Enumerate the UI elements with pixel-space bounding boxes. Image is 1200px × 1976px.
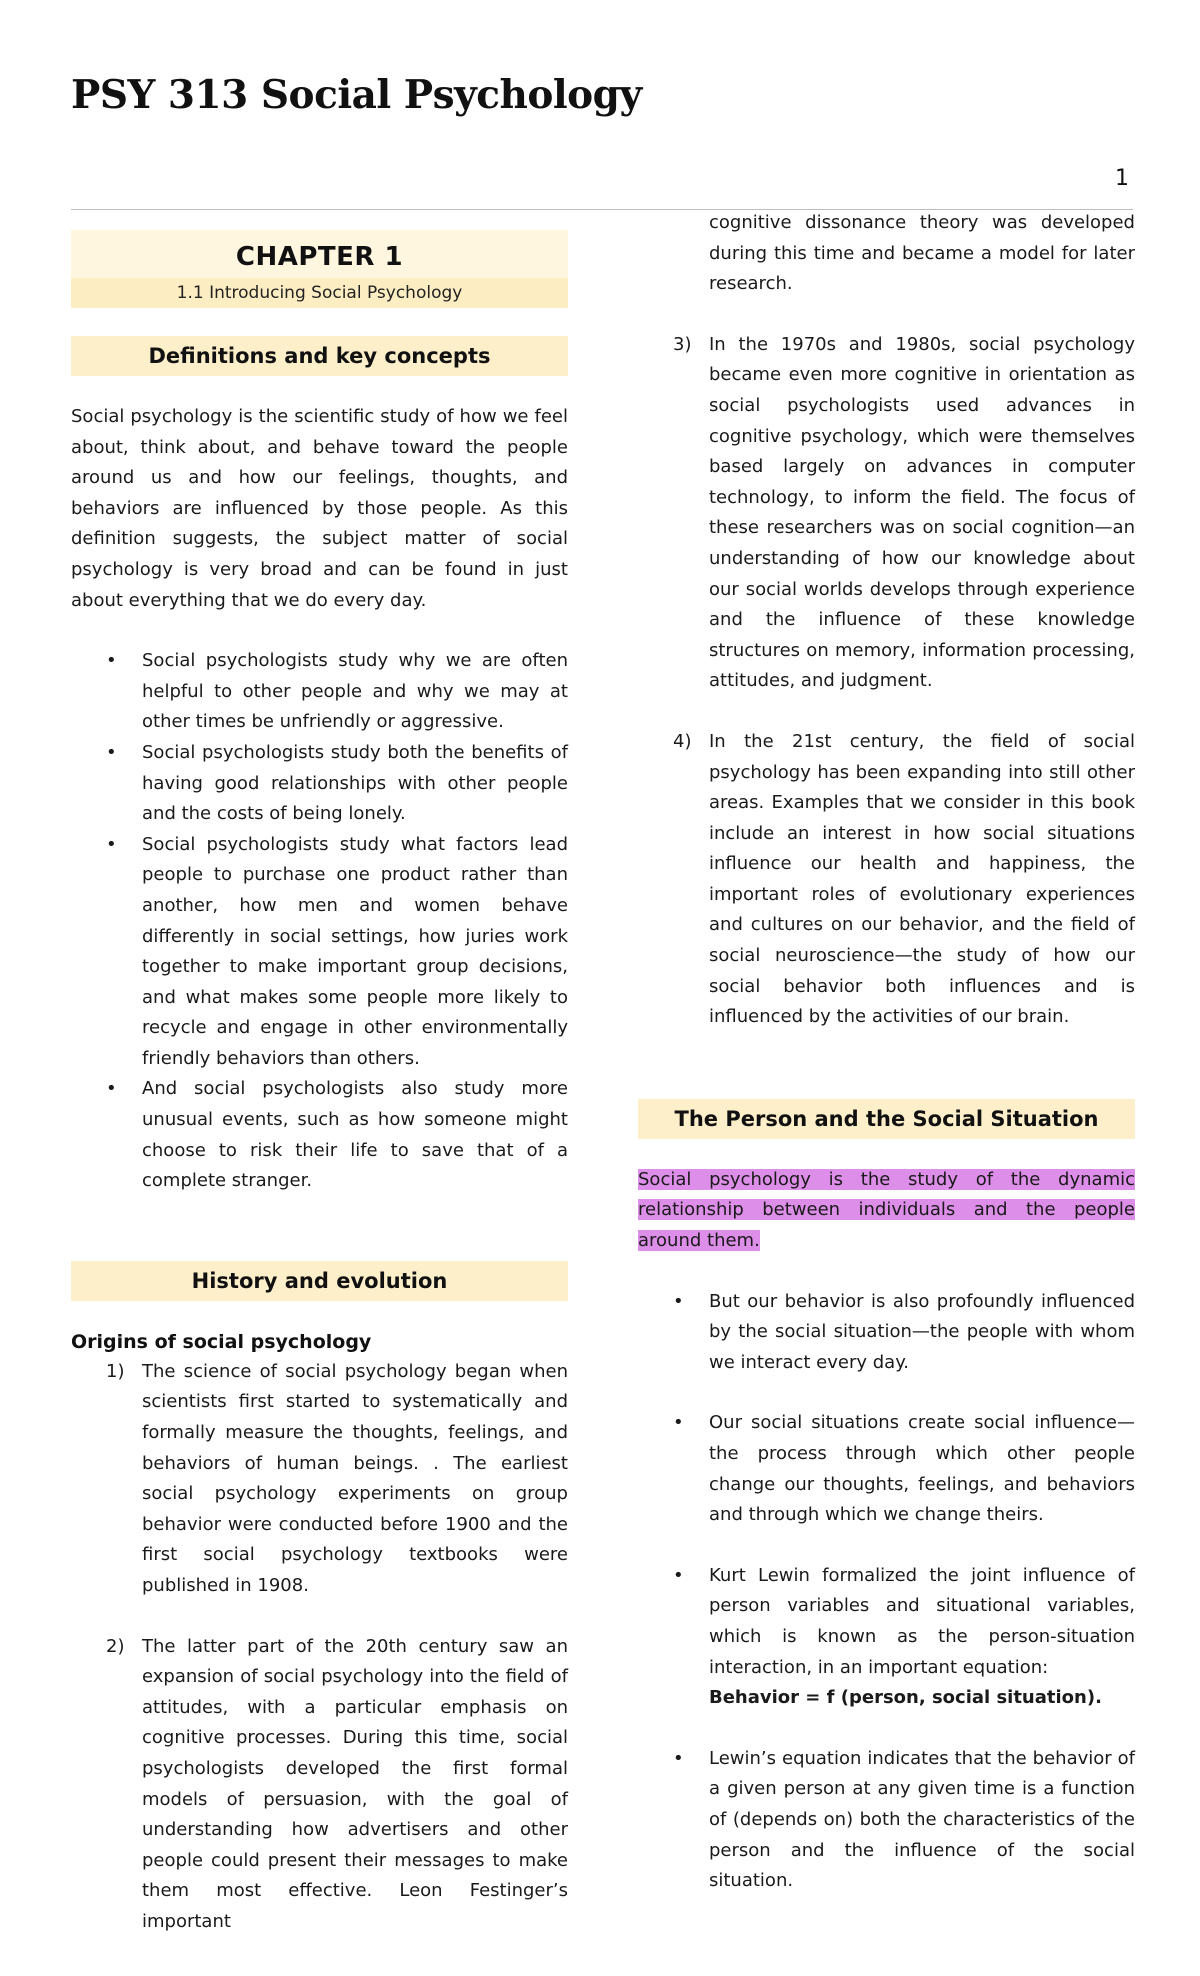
numbered-item [638, 330, 1135, 697]
item-text: The latter part of the 20th century saw an expansion of social psychology into the field of attitudes, with a particular emphasis on cognitive processes. During this time, social psychologists developed the first formal models of persuasion, with the goal of understanding how advertisers and other people could present their messages to make them most effective. Leon Festinger’s important [142, 1635, 568, 1932]
right-column [638, 208, 1135, 1897]
subheading-origins: Origins of social psychology [71, 1330, 372, 1353]
document-title: PSY 313 Social Psychology [71, 72, 642, 118]
history-numbered-list-right [638, 208, 1135, 1033]
numbered-item [638, 727, 1135, 1033]
item-number: 4) [673, 730, 692, 752]
item-number: 1) [106, 1360, 125, 1382]
numbered-item [71, 1357, 568, 1602]
list-item [638, 1561, 1135, 1714]
history-numbered-list-left [71, 1357, 568, 1938]
list-item: • Lewin’s equation indicates that the behavior of a given person at any given time is a function of (depends on) both the characteristics of the person and the influence of the social situation. [638, 1744, 1135, 1897]
left-column [71, 230, 568, 1938]
chapter-title: CHAPTER 1 [235, 242, 404, 272]
list-item: • And social psychologists also study more unusual events, such as how someone might choose to risk their life to save that of a complete stranger. [71, 1074, 568, 1196]
item-text: In the 21st century, the field of social psychology has been expanding into still other areas. Examples that we consider in this book include an interest in how social situations influence our health and happiness, the important roles of evolutionary experiences and cultures on our behavior, and the field of social neuroscience—the study of how our social behavior both influences and is influenced by the activities of our brain. [709, 730, 1135, 1028]
highlighted-text: Social psychology is the study of the dynamic relationship between individuals and the people around them. [638, 1168, 1135, 1252]
item-text: In the 1970s and 1980s, social psychology became even more cognitive in orientation as social psychologists used advances in cognitive psychology, which were themselves based largely on advances in computer technology, to inform the field. The focus of these researchers was on social cognition—an understanding of how our knowledge about our social worlds develops through experience and the influence of these knowledge structures on memory, information processing, attitudes, and judgment. [709, 333, 1135, 692]
list-item: • Social psychologists study what factors lead people to purchase one product rather than another, how men and women behave differently in social settings, how juries work together to make important group decisions, and what makes some people more likely to recycle and engage in other environmentally friendly behaviors than others. [71, 830, 568, 1075]
lewin-equation: Behavior = f (person, social situation). [709, 1687, 1102, 1709]
numbered-item-continued [638, 208, 1135, 300]
definitions-paragraph: Social psychology is the scientific study of how we feel about, think about, and behave toward the people around us and how our feelings, thoughts, and behaviors are influenced by those people. As this definition suggests, the subject matter of social psychology is very broad and can be found in just about everything that we do every day. [71, 406, 568, 611]
numbered-item [71, 1632, 568, 1938]
section-heading-history: History and evolution [71, 1261, 568, 1301]
list-item: • Social psychologists study why we are often helpful to other people and why we may at other times be unfriendly or aggressive. [71, 646, 568, 738]
definitions-bullet-list [71, 646, 568, 1197]
list-item: • Social psychologists study both the benefits of having good relationships with other people and the costs of being lonely. [71, 738, 568, 830]
section-heading-definitions: Definitions and key concepts [71, 336, 568, 376]
list-item: • Our social situations create social influence—the process through which other people change our thoughts, feelings, and behaviors and through which we change theirs. [638, 1408, 1135, 1530]
list-item-text: Kurt Lewin formalized the joint influence of person variables and situational variables, which is known as the person-situation interaction, in an important equation: [709, 1564, 1135, 1678]
chapter-header [71, 230, 568, 308]
chapter-subtitle: 1.1 Introducing Social Psychology [71, 278, 568, 308]
person-situation-bullet-list [638, 1287, 1135, 1897]
item-number: 2) [106, 1635, 125, 1657]
list-item: • But our behavior is also profoundly influenced by the social situation—the people with whom we interact every day. [638, 1287, 1135, 1379]
page-number: 1 [1115, 166, 1129, 191]
item-text: cognitive dissonance theory was developed during this time and became a model for later research. [709, 212, 1135, 295]
item-number: 3) [673, 333, 692, 355]
section-heading-person-situation: The Person and the Social Situation [638, 1099, 1135, 1139]
highlighted-paragraph [638, 1165, 1135, 1257]
item-text: The science of social psychology began when scientists first started to systematically and formally measure the thoughts, feelings, and behaviors of human beings. . The earliest social psychology experiments on group behavior were conducted before 1900 and the first social psychology textbooks were published in 1908. [142, 1360, 568, 1596]
